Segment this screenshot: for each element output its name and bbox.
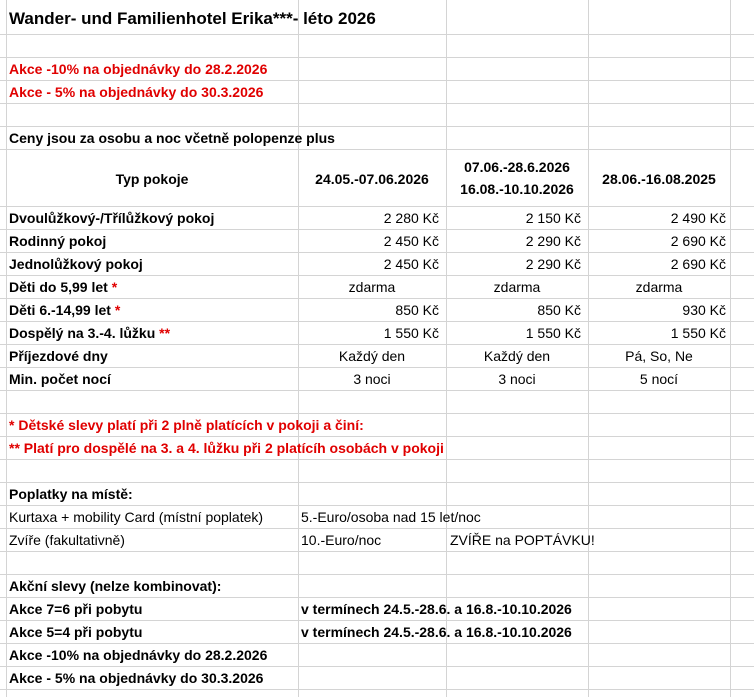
discount-label: Akce - 5% na objednávky do 30.3.2026 [9,670,264,686]
price-cell: 2 290 Kč [525,233,581,249]
row-label: Děti do 5,99 let * [9,279,118,295]
col-header-period-2a: 07.06.-28.6.2026 [464,159,570,175]
grid-row-line [0,298,754,299]
grid-row-line [0,597,754,598]
col-header-room-type: Typ pokoje [115,171,189,187]
grid-row-line [0,367,754,368]
grid-row-line [0,57,754,58]
row-label: Děti 6.-14,99 let * [9,302,121,318]
grid-row-line [0,574,754,575]
grid-row-line [0,620,754,621]
row-label: Dospělý na 3.-4. lůžku ** [9,325,171,341]
price-cell: 850 Kč [395,302,439,318]
grid-row-line [0,229,754,230]
price-cell: 1 550 Kč [525,325,581,341]
row-label: Příjezdové dny [9,348,108,364]
row-label: Rodinný pokoj [9,233,107,249]
discount-value: v termínech 24.5.-28.6. a 16.8.-10.10.2026 [301,601,572,617]
grid-row-line [0,34,754,35]
grid-row-line [0,666,754,667]
grid-col-line [730,0,731,697]
price-cell: 2 150 Kč [525,210,581,226]
col-header-period-2b: 16.08.-10.10.2026 [460,181,574,197]
page-title: Wander- und Familienhotel Erika***- léto 2026 [9,9,376,28]
price-cell: 3 noci [353,371,391,387]
price-cell: 930 Kč [682,302,726,318]
grid-row-line [0,482,754,483]
grid-row-line [0,459,754,460]
price-cell: 5 nocí [639,371,679,387]
price-cell: 2 690 Kč [670,256,726,272]
asterisk-mark: * [114,302,121,318]
pet-label: Zvíře (fakultativně) [9,532,125,548]
price-cell: Pá, So, Ne [625,348,693,364]
price-cell: 3 noci [498,371,536,387]
price-cell: zdarma [635,279,683,295]
grid-row-line [0,321,754,322]
grid-col-line [6,0,7,697]
price-cell: zdarma [348,279,396,295]
pet-note: ZVÍŘE na POPTÁVKU! [450,532,595,548]
grid-row-line [0,126,754,127]
price-cell: 2 450 Kč [383,233,439,249]
kurtaxa-value: 5.-Euro/osoba nad 15 let/noc [301,509,481,525]
price-cell: 2 280 Kč [383,210,439,226]
grid-row-line [0,505,754,506]
price-cell: Každý den [483,348,551,364]
price-cell: 1 550 Kč [670,325,726,341]
grid-row-line [0,689,754,690]
discount-value: v termínech 24.5.-28.6. a 16.8.-10.10.2026 [301,624,572,640]
asterisk-mark: * [111,279,118,295]
prices-note: Ceny jsou za osobu a noc včetně polopenze plus [9,130,335,146]
grid-row-line [0,344,754,345]
grid-row-line [0,275,754,276]
price-cell: zdarma [493,279,541,295]
grid-row-line [0,103,754,104]
price-cell: 850 Kč [537,302,581,318]
promo-line-1: Akce -10% na objednávky do 28.2.2026 [9,61,268,77]
grid-row-line [0,551,754,552]
note-adults: ** Platí pro dospělé na 3. a 4. lůžku při 2 platícíh osobách v pokoji [9,440,444,456]
kurtaxa-label: Kurtaxa + mobility Card (místní poplatek) [9,509,264,525]
discounts-heading: Akční slevy (nelze kombinovat): [9,578,222,594]
pet-value: 10.-Euro/noc [301,532,382,548]
asterisk-mark: ** [159,325,171,341]
grid-row-line [0,252,754,253]
grid-row-line [0,390,754,391]
price-cell: 2 690 Kč [670,233,726,249]
grid-row-line [0,436,754,437]
discount-label: Akce 7=6 při pobytu [9,601,143,617]
discount-label: Akce 5=4 při pobytu [9,624,143,640]
grid-row-line [0,528,754,529]
grid-row-line [0,149,754,150]
note-children: * Dětské slevy platí při 2 plně platících v pokoji a činí: [9,417,364,433]
col-header-period-3: 28.06.-16.08.2025 [602,171,716,187]
row-label: Dvoulůžkový-/Třílůžkový pokoj [9,210,215,226]
promo-line-2: Akce - 5% na objednávky do 30.3.2026 [9,84,264,100]
price-cell: 2 450 Kč [383,256,439,272]
col-header-period-1: 24.05.-07.06.2026 [315,171,429,187]
fees-heading: Poplatky na místě: [9,486,133,502]
grid-row-line [0,643,754,644]
grid-row-line [0,206,754,207]
price-cell: 2 290 Kč [525,256,581,272]
discount-label: Akce -10% na objednávky do 28.2.2026 [9,647,268,663]
price-cell: 2 490 Kč [670,210,726,226]
row-label: Min. počet nocí [9,371,111,387]
grid-row-line [0,413,754,414]
price-cell: Každý den [338,348,406,364]
row-label: Jednolůžkový pokoj [9,256,143,272]
price-cell: 1 550 Kč [383,325,439,341]
grid-row-line [0,80,754,81]
